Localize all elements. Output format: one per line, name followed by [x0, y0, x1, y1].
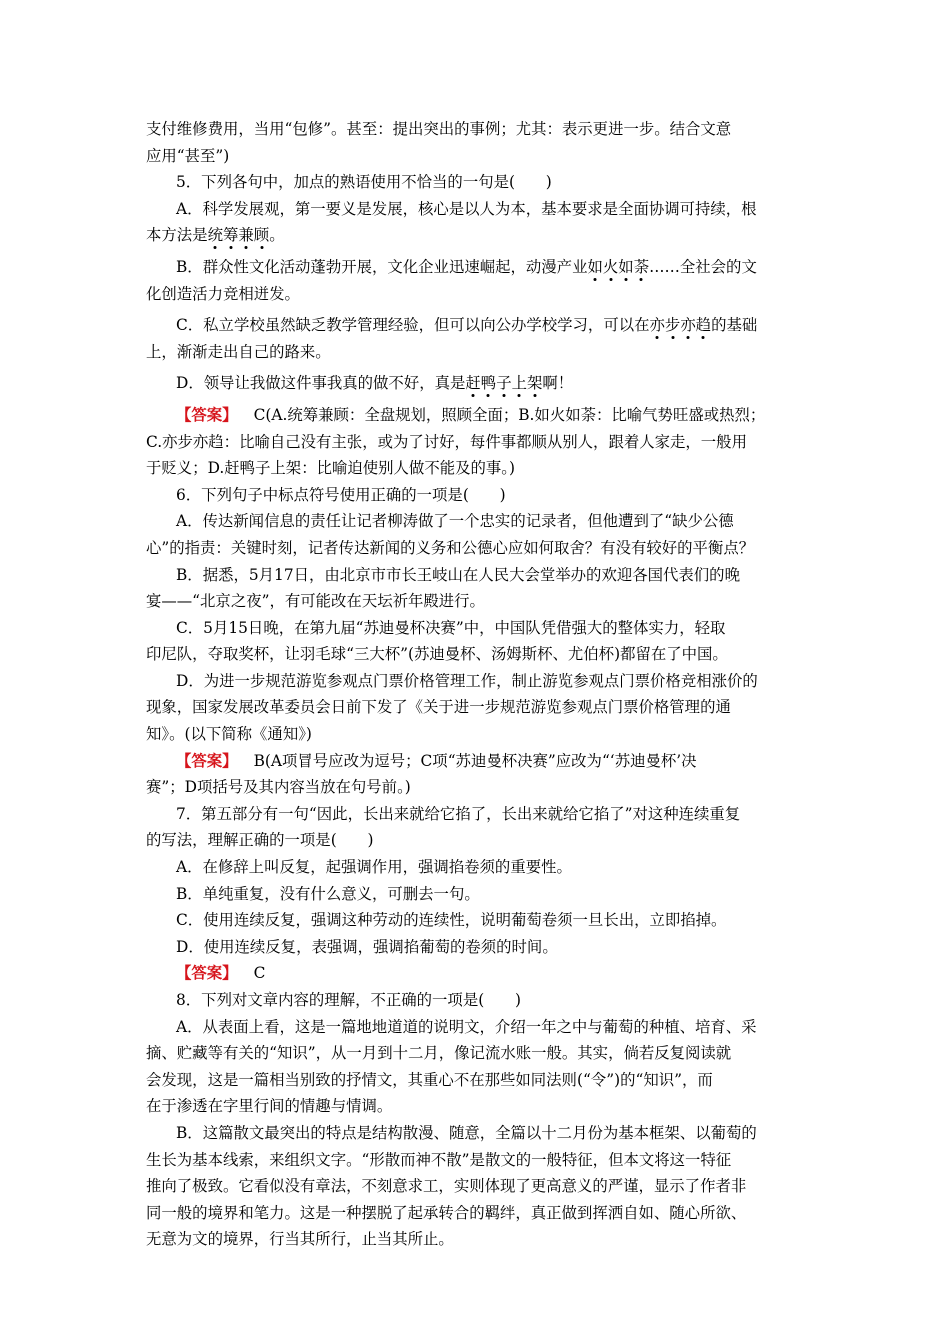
- question-6-option-c-cont: 印尼队，夺取奖杯，让羽毛球“三大杯”(苏迪曼杯、汤姆斯杯、尤伯杯)都留在了中国。: [146, 645, 728, 664]
- dotted-char: 亦: [649, 316, 665, 335]
- answer-5-cont: C.亦步亦趋：比喻自己没有主张，或为了讨好，每件事都顺从别人，跟着人家走，一般用: [146, 432, 747, 451]
- question-6-option-d-cont: 知》。(以下简称《通知》): [146, 725, 312, 744]
- dotted-char: 步: [664, 316, 681, 335]
- dotted-char: 如: [618, 257, 634, 276]
- question-8-option-a: A．从表面上看，这是一篇地地道道的说明文，介绍一年之中与葡萄的种植、培育、采: [176, 1017, 757, 1036]
- dotted-char: 筹: [222, 226, 239, 245]
- text-segment: ……全社会的文: [649, 257, 757, 276]
- question-5-option-a: A．科学发展观，第一要义是发展，核心是以人为本，基本要求是全面协调可持续，根: [176, 199, 757, 218]
- question-8-option-b-cont: 生长为基本线索，来组织文字。“形散而神不散”是散文的一般特征，但本文将这一特征: [146, 1150, 732, 1169]
- question-5-option-b: [146, 254, 818, 281]
- question-8-option-b-cont: 无意为文的境界，行当其所行，止当其所止。: [146, 1230, 454, 1249]
- text-segment: C．私立学校虽然缺乏教学管理经验，但可以向公办学校学习，可以在: [176, 316, 650, 335]
- text-segment: D．领导让我做这件事我真的做不好，真是: [176, 374, 466, 393]
- answer-text: C: [253, 964, 266, 983]
- answer-7: [146, 960, 818, 987]
- text-segment: 的基础: [711, 316, 758, 335]
- question-8-option-b: B．这篇散文最突出的特点是结构散漫、随意，全篇以十二月份为基本框架、以葡萄的: [176, 1123, 757, 1142]
- question-6-option-c: C．5月15日晚，在第九届“苏迪曼杯决赛”中，中国队凭借强大的整体实力，轻取: [176, 618, 726, 637]
- question-8-option-a-cont: 摘、贮藏等有关的“知识”，从一月到十二月，像记流水账一般。其实，倘若反复阅读就: [146, 1044, 732, 1063]
- question-8-stem: 8．下列对文章内容的理解，不正确的一项是( ): [176, 991, 522, 1009]
- dotted-char: 亦: [680, 316, 696, 335]
- answer-text: C(A.统筹兼顾：全盘规划，照顾全面；B.如火如荼：比喻气势旺盛或热烈；: [253, 405, 766, 424]
- dotted-char: 统: [207, 226, 223, 245]
- text-segment: 啊！: [542, 374, 574, 393]
- question-7-option-c: C．使用连续反复，强调这种劳动的连续性，说明葡萄卷须一旦长出，立即掐掉。: [176, 911, 727, 930]
- question-5-stem: 5．下列各句中，加点的熟语使用不恰当的一句是( ): [176, 173, 552, 192]
- question-6-option-d: D．为进一步规范游览参观点门票价格管理工作，制止游览参观点门票价格竞相涨价的: [176, 671, 758, 690]
- text-segment: 。: [269, 226, 285, 245]
- dotted-char: 如: [587, 257, 603, 276]
- question-6-option-d-cont: 现象，国家发展改革委员会日前下发了《关于进一步规范游览参观点门票价格管理的通: [146, 698, 731, 717]
- dotted-char: 火: [602, 257, 619, 276]
- question-6-option-b: B．据悉，5月17日，由北京市市长王岐山在人民大会堂举办的欢迎各国代表们的晚: [176, 565, 740, 584]
- question-5-option-c-cont: 上，渐渐走出自己的路来。: [146, 342, 331, 361]
- question-8-option-a-cont: 在于渗透在字里行间的情趣与情调。: [146, 1097, 393, 1116]
- dotted-char: 赶: [465, 374, 481, 393]
- dotted-char: 架: [527, 374, 543, 393]
- question-7-stem: 7．第五部分有一句“因此，长出来就给它掐了，长出来就给它掐了”对这种连续重复: [176, 804, 741, 823]
- answer-label: 【答案】: [176, 405, 238, 424]
- dotted-char: 子: [496, 374, 512, 393]
- answer-label: 【答案】: [176, 964, 238, 983]
- text-line: 支付维修费用，当用“包修”。甚至：提出突出的事例；尤其：表示更进一步。结合文意: [146, 120, 732, 138]
- text-line: 应用“甚至”): [146, 146, 230, 165]
- dotted-char: 上: [511, 374, 527, 393]
- answer-6: [146, 748, 818, 775]
- question-5-option-a-cont: [146, 222, 818, 249]
- answer-label: 【答案】: [176, 751, 238, 770]
- question-8-option-b-cont: 推向了极致。它看似没有章法，不刻意求工，实则体现了更高意义的严谨，显示了作者非: [146, 1177, 747, 1196]
- answer-5-cont: 于贬义；D.赶鸭子上架：比喻迫使别人做不能及的事。): [146, 459, 515, 478]
- dotted-char: 顾: [253, 226, 270, 245]
- question-6-stem: 6．下列句子中标点符号使用正确的一项是( ): [176, 485, 506, 504]
- answer-text: B(A项冒号应改为逗号；C项“苏迪曼杯决赛”应改为“‘苏迪曼杯’决: [253, 751, 697, 770]
- answer-6-cont: 赛”；D项括号及其内容当放在句号前。): [146, 778, 411, 797]
- question-6-option-a: A．传达新闻信息的责任让记者柳涛做了一个忠实的记录者，但他遭到了“缺少公德: [176, 512, 734, 531]
- dotted-char: 兼: [238, 226, 254, 245]
- question-5-option-c: [146, 312, 818, 339]
- dotted-char: 趋: [695, 316, 712, 335]
- text-segment: B．群众性文化活动蓬勃开展，文化企业迅速崛起，动漫产业: [176, 257, 588, 276]
- question-7-option-b: B．单纯重复，没有什么意义，可删去一句。: [176, 884, 480, 903]
- dotted-char: 鸭: [480, 374, 497, 393]
- question-7-option-d: D．使用连续反复，表强调，强调掐葡萄的卷须的时间。: [176, 937, 558, 956]
- dotted-char: 荼: [633, 257, 650, 276]
- question-8-option-b-cont: 同一般的境界和笔力。这是一种摆脱了起承转合的羁绊，真正做到挥洒自如、随心所欲、: [146, 1203, 747, 1222]
- question-6-option-a-cont: 心”的指责：关键时刻，记者传达新闻的义务和公德心应如何取舍？有没有较好的平衡点？: [146, 538, 755, 557]
- question-8-option-a-cont: 会发现，这是一篇相当别致的抒情文，其重心不在那些如同法则(“令”)的“知识”，而: [146, 1070, 713, 1089]
- question-7-stem-cont: 的写法，理解正确的一项是( ): [146, 831, 374, 850]
- question-7-option-a: A．在修辞上叫反复，起强调作用，强调掐卷须的重要性。: [176, 858, 572, 877]
- answer-5: [146, 402, 818, 429]
- text-segment: 本方法是: [146, 226, 208, 245]
- question-6-option-b-cont: 宴——“北京之夜”，有可能改在天坛祈年殿进行。: [146, 592, 485, 611]
- question-5-option-b-cont: 化创造活力竞相迸发。: [146, 284, 300, 303]
- question-5-option-d: [146, 370, 818, 397]
